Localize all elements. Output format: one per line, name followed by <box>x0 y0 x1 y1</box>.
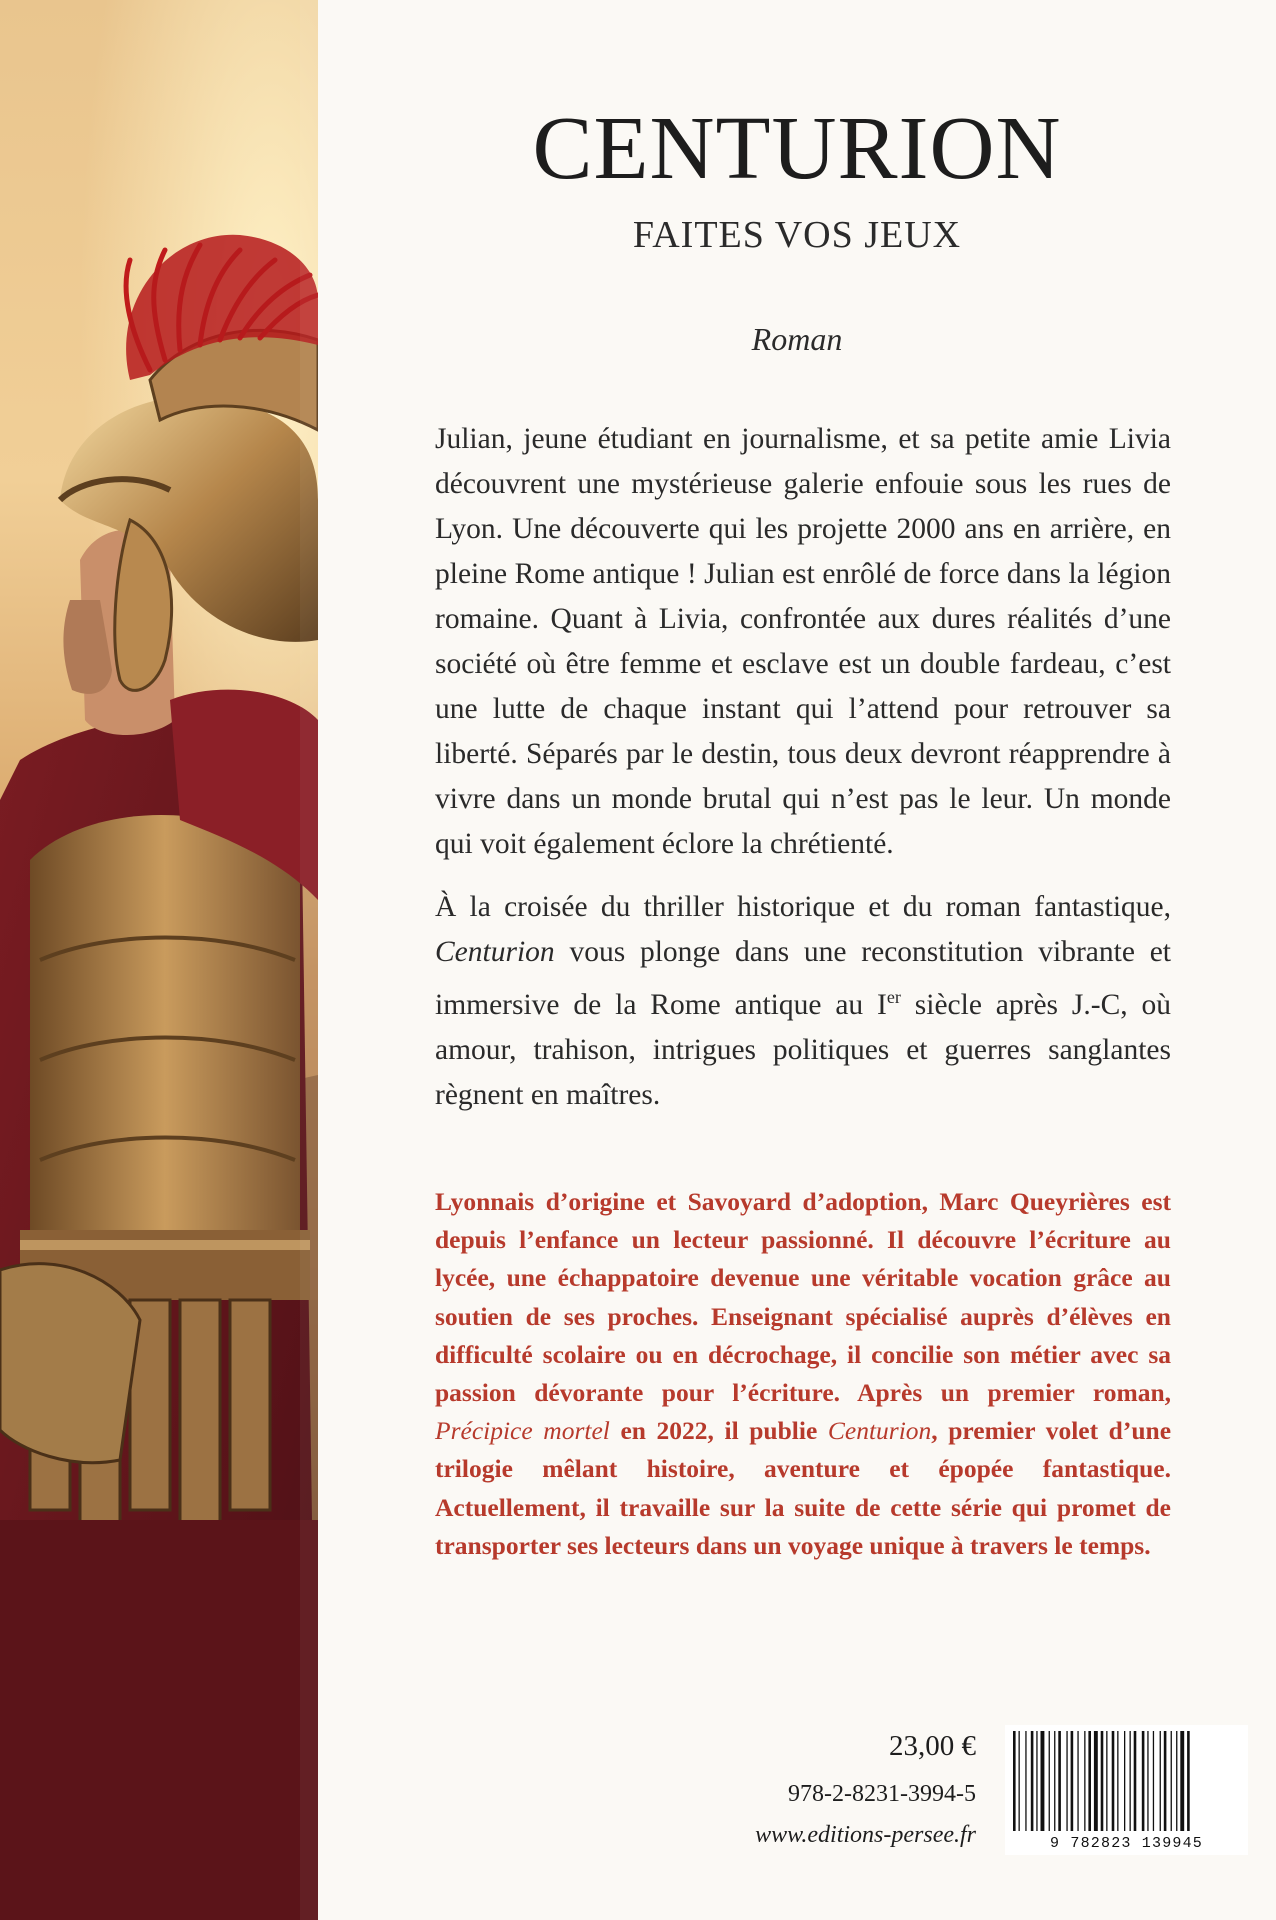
barcode-bar <box>1041 1731 1045 1831</box>
isbn-barcode <box>1005 1725 1248 1855</box>
barcode-bar <box>1180 1731 1184 1831</box>
barcode-bar <box>1147 1731 1148 1831</box>
barcode-bar <box>1084 1731 1085 1831</box>
barcode-bar <box>1171 1731 1172 1831</box>
synopsis-p2-book-title: Centurion <box>435 936 555 968</box>
barcode-bar <box>1071 1731 1074 1831</box>
barcode-bar <box>1019 1731 1020 1831</box>
price: 23,00 € <box>889 1730 976 1762</box>
barcode-bar <box>1160 1731 1161 1831</box>
barcode-bar <box>1031 1731 1034 1831</box>
author-bio <box>435 1183 1171 1565</box>
synopsis-p2-text-1: À la croisée du thriller historique et du roman fantastique, <box>435 891 1171 923</box>
barcode-bar <box>1187 1731 1190 1831</box>
barcode-bar <box>1164 1731 1167 1831</box>
book-subtitle: FAITES VOS JEUX <box>632 214 962 256</box>
isbn: 978-2-8231-3994-5 <box>788 1781 976 1807</box>
barcode-bar <box>1106 1731 1107 1831</box>
barcode-bar <box>1088 1731 1091 1831</box>
barcode-bar <box>1054 1731 1055 1831</box>
book-genre: Roman <box>751 321 843 357</box>
synopsis-paragraph-1: Julian, jeune étudiant en journalisme, et sa petite amie Livia découvrent une mystérieuse galerie enfouie sous les rues de Lyon. Une découverte qui les projette 2000 ans en arrière, en pleine Rome antique ! Julian est enrôlé de force dans la légion romaine. Quant à Livia, confrontée aux dures réalités d’une société où être femme et esclave est un double fardeau, c’est une lutte de chaque instant qui l’attend pour retrouver sa liberté. Séparés par le destin, tous deux devront réapprendre à vivre dans un monde brutal qui n’est pas le leur. Un monde qui voit également éclore la chrétienté. <box>435 423 1171 860</box>
barcode-digits: 9 782823 139945 <box>1005 1833 1248 1855</box>
barcode-bar <box>1013 1731 1016 1831</box>
barcode-bar <box>1153 1731 1154 1831</box>
barcode-bar <box>1101 1731 1104 1831</box>
barcode-bar <box>1134 1731 1137 1831</box>
barcode-bar <box>1124 1731 1125 1831</box>
barcode-bar <box>1025 1731 1026 1831</box>
barcode-bar <box>1142 1731 1145 1831</box>
bio-text-1: Lyonnais d’origine et Savoyard d’adoption, Marc Queyrières est depuis l’enfance un lecteur passionné. Il découvre l’écriture au lycée, une échappatoire devenue une véritable vocation grâce au soutien de ses proches. Enseignant spécialisé auprès d’élèves en difficulté scolaire ou en décrochage, il concilie son métier avec sa passion dévorante pour l’écriture. Après un premier roman, <box>435 1187 1171 1408</box>
bio-text-3: , premier volet d’une trilogie mêlant histoire, aventure et épopée fantastique. Actuellement, il travaille sur la suite de cette série qui promet de transporter ses lecteurs dans un voyage unique à travers le temps. <box>435 1416 1172 1560</box>
barcode-bar <box>1176 1731 1177 1831</box>
bio-book-1: Précipice mortel <box>435 1416 610 1446</box>
barcode-bar <box>1130 1731 1131 1831</box>
publisher-website: www.editions-persee.fr <box>755 1822 976 1848</box>
barcode-bar <box>1058 1731 1061 1831</box>
centurion-illustration <box>0 0 318 1920</box>
back-cover-text-area <box>318 0 1276 1920</box>
barcode-bar <box>1112 1731 1115 1831</box>
book-title: CENTURION <box>532 99 1062 198</box>
author-bio-paragraph <box>435 1183 1171 1565</box>
bio-book-2: Centurion <box>827 1416 932 1446</box>
barcode-bar <box>1117 1731 1118 1831</box>
synopsis-p2-superscript: er <box>886 987 901 1007</box>
synopsis-paragraph-2 <box>435 885 1171 1118</box>
synopsis <box>435 417 1171 1118</box>
barcode-bar <box>1049 1731 1050 1831</box>
bio-text-2: en 2022, il publie <box>620 1416 818 1446</box>
barcode-bar <box>1036 1731 1037 1831</box>
barcode-bar <box>1066 1731 1067 1831</box>
synopsis-p2-text-3: siècle après J.-C, où amour, trahison, intrigues politiques et guerres sanglantes règnent en maîtres. <box>435 988 1172 1111</box>
barcode-bar <box>1077 1731 1078 1831</box>
synopsis-p2-text-2: vous plonge dans une reconstitution vibrante et immersive de la Rome antique au I <box>435 936 1172 1021</box>
barcode-bar <box>1094 1731 1098 1831</box>
